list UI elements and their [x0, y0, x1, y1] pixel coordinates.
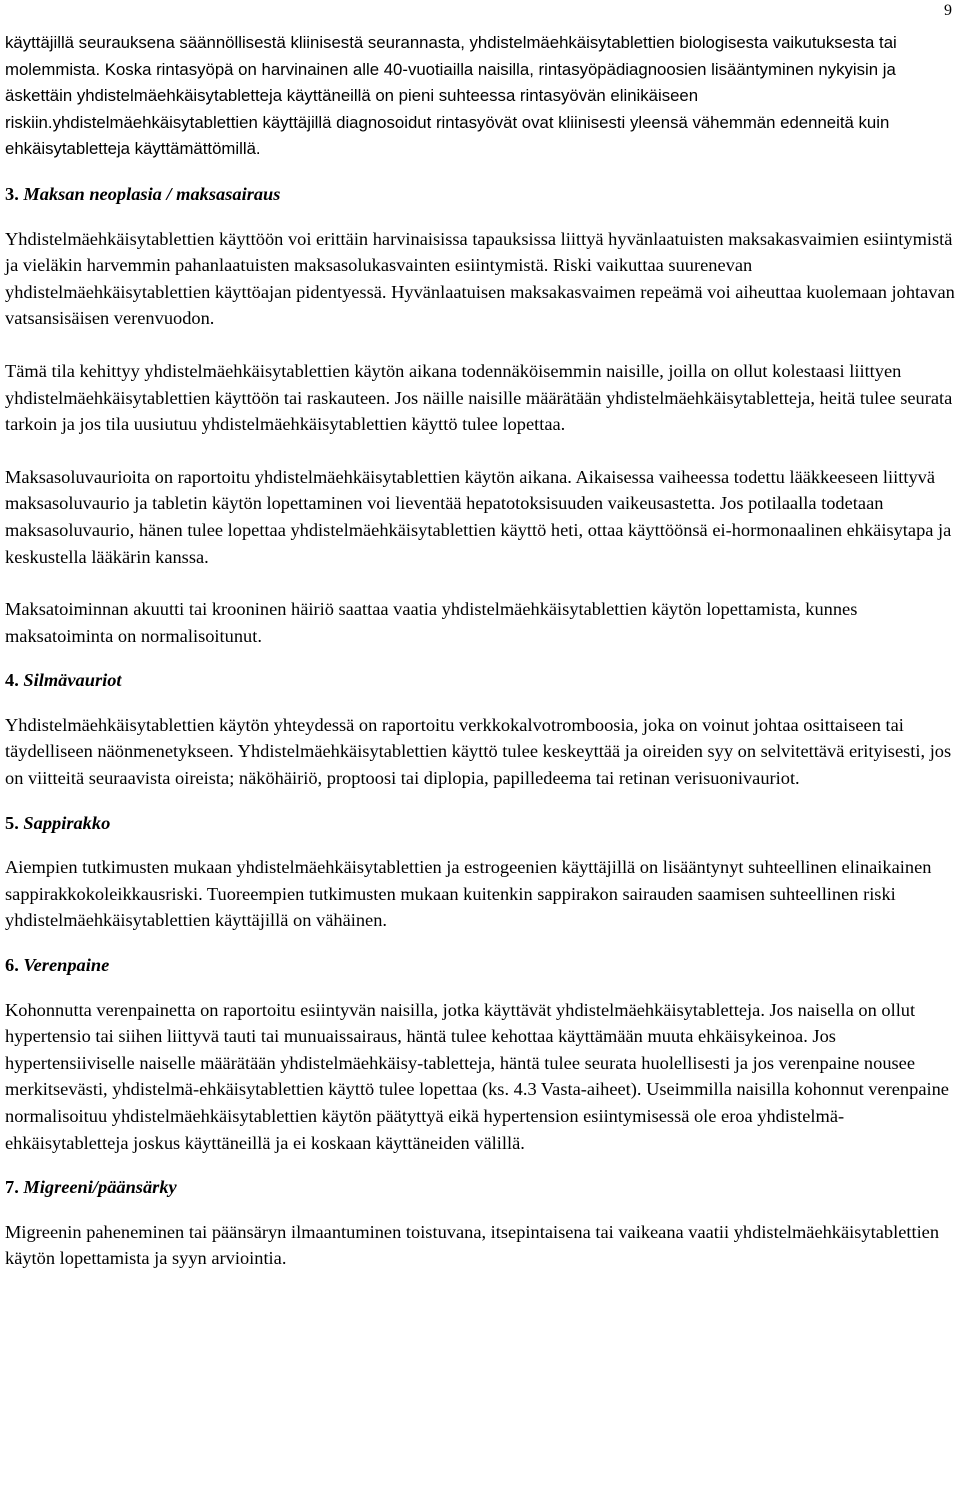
section-number: 5. [5, 812, 19, 833]
intro-text-3: yhdistelmäehkäisytablettien käyttäjillä diagnosoidut rintasyövät ovat kliinisesti yleensä vähemmän edenneitä kuin ehkäisytabletteja käyttämättömillä. [5, 112, 890, 159]
section-heading-3 [5, 181, 955, 208]
paragraph: Migreenin paheneminen tai päänsäryn ilmaantuminen toistuvana, itsepintaisena tai vaikeana vaatii yhdistelmäehkäisytablettien käytön lopettamista ja syyn arviointia. [5, 1221, 940, 1269]
intro-text-2: Koska rintasyöpä on harvinainen alle 40-vuotiailla naisilla, rintasyöpädiagnoosien lisääntyminen nykyisin ja äskettäin yhdistelmäehkäisytabletteja käyttäneillä on pieni suhteessa rintasyövän elinikäiseen riskiin. [5, 59, 896, 132]
section-title: Verenpaine [23, 955, 110, 976]
paragraph: Yhdistelmäehkäisytablettien käytön yhteydessä on raportoitu verkkokalvotromboosia, joka on voinut johtaa osittaiseen tai täydelliseen näönmenetykseen. Yhdistelmäehkäisytablettien käyttö tulee keskeyttää ja oireiden syy on selvitettävä erityisesti, jos on viitteitä seuraavista oireista; näköhäiriö, proptoosi tai diplopia, papilledeema tai retinan verisuonivauriot. [5, 714, 952, 789]
section-heading-7 [5, 1174, 955, 1201]
section-number: 7. [5, 1177, 19, 1198]
section-heading-6 [5, 952, 955, 979]
paragraph: Tämä tila kehittyy yhdistelmäehkäisytablettien käytön aikana todennäköisemmin naisille, joilla on ollut kolestaasi liittyen yhdistelmäehkäisytablettien käyttöön tai raskauteen. Jos näille naisille määrätään yhdistelmäehkäisytabletteja, heitä tulee seurata tarkoin ja jos tila uusiutuu yhdistelmäehkäisytablettien käyttö tulee lopettaa. [5, 360, 953, 435]
paragraph: Yhdistelmäehkäisytablettien käyttöön voi erittäin harvinaisissa tapauksissa liittyä hyvänlaatuisten maksakasvaimien esiintymistä ja vieläkin harvemmin pahanlaatuisten maksasolukasvainten esiintymistä. Riski vaikuttaa suurenevan yhdistelmäehkäisytablettien käyttöajan pidentyessä. Hyvänlaatuisen maksakasvaimen repeämä voi aiheuttaa kuolemaan johtavan vatsansisäisen verenvuodon. [5, 228, 955, 329]
section-title: Sappirakko [23, 812, 111, 833]
section-number: 4. [5, 670, 19, 691]
intro-text-1: käyttäjillä seurauksena säännöllisestä kliinisestä seurannasta, yhdistelmäehkäisytablettien biologisesta vaikutuksesta tai molemmista. [5, 33, 897, 79]
section-number: 3. [5, 183, 19, 204]
paragraph: Aiempien tutkimusten mukaan yhdistelmäehkäisytablettien ja estrogeenien käyttäjillä on lisääntynyt suhteellinen elinaikainen sappirakkokoleikkausriski. Tuoreempien tutkimusten mukaan kuitenkin sappirakon sairauden saamisen suhteellinen riski yhdistelmäehkäisytablettien käyttäjillä on vähäinen. [5, 857, 932, 931]
paragraph: Maksasoluvaurioita on raportoitu yhdistelmäehkäisytablettien käytön aikana. Aikaisessa vaiheessa todettu lääkkeeseen liittyvä maksasoluvaurio ja tabletin käytön lopettaminen voi lieventää hepatotoksisuuden vaikeusastetta. Jos potilaalla todetaan maksasoluvaurio, hänen tulee lopettaa yhdistelmäehkäisytablettien käyttö heti, ottaa käyttöönsä ei-hormonaalinen ehkäisytapa ja keskustella lääkärin kanssa. [5, 466, 952, 567]
section-title: Silmävauriot [23, 670, 122, 691]
paragraph: Maksatoiminnan akuutti tai krooninen häiriö saattaa vaatia yhdistelmäehkäisytablettien käytön lopettamista, kunnes maksatoiminta on normalisoitunut. [5, 599, 858, 646]
intro-paragraph [5, 30, 955, 163]
document-body [5, 30, 955, 1272]
section-title: Maksan neoplasia / maksasairaus [23, 183, 281, 204]
paragraph: Kohonnutta verenpainetta on raportoitu esiintyvän naisilla, jotka käyttävät yhdistelmäehkäisytabletteja. Jos naisella on ollut hypertensio tai siihen liittyvä tauti tai munuaissairaus, häntä tulee kehottaa käyttämään muuta ehkäisykeinoa. Jos hypertensiiviselle naiselle määrätään yhdistelmäehkäisy-tabletteja, häntä tulee seurata huolellisesti ja jos verenpaine nousee merkitsevästi, yhdistelmä-ehkäisytablettien käyttö tulee lopettaa (ks. 4.3 Vasta-aiheet). Useimmilla naisilla kohonnut verenpaine normalisoituu yhdistelmäehkäisytablettien käytön päätyttyä eikä hypertension esiintymisessä ole eroa yhdistelmä-ehkäisytabletteja joskus käyttäneillä ja ei koskaan käyttäneiden välillä. [5, 999, 949, 1153]
section-title: Migreeni/päänsärky [23, 1177, 177, 1198]
section-heading-5 [5, 810, 955, 837]
section-heading-4 [5, 667, 955, 694]
section-number: 6. [5, 955, 19, 976]
page-number: 9 [944, 2, 952, 19]
